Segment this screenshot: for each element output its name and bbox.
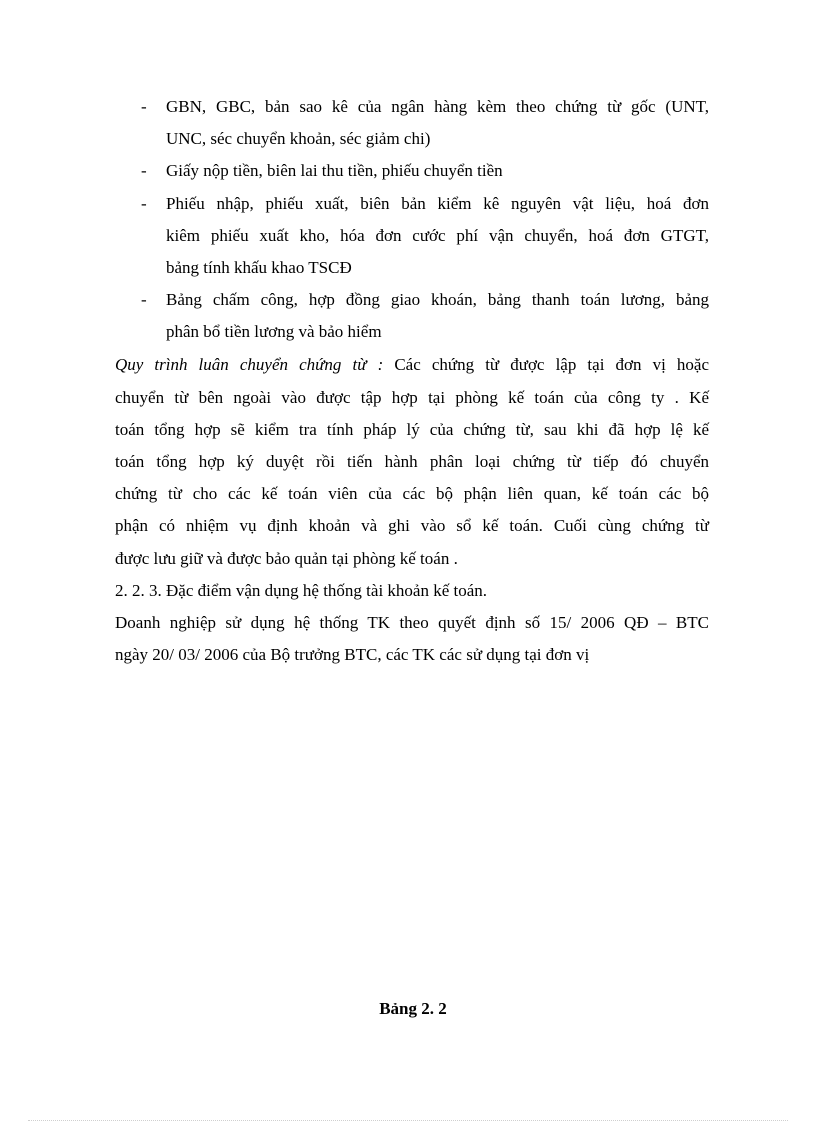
bullet-1-line-2: UNC, séc chuyển khoản, séc giảm chi) (166, 129, 431, 148)
bullet-dash: - (141, 97, 147, 116)
bullet-dash: - (141, 194, 147, 213)
table-caption: Bảng 2. 2 (379, 999, 447, 1018)
account-paragraph-line-1: Doanh nghiệp sử dụng hệ thống TK theo quyết định số 15/ 2006 QĐ – BTC (115, 613, 709, 632)
bullet-3-line-3: bảng tính khấu khao TSCĐ (166, 258, 352, 277)
section-heading: 2. 2. 3. Đặc điểm vận dụng hệ thống tài khoản kế toán. (115, 581, 488, 600)
procedure-line-1 (115, 353, 709, 377)
procedure-line-2: chuyển từ bên ngoài vào được tập hợp tại phòng kế toán của công ty . Kế (115, 388, 709, 407)
procedure-line-3: toán tổng hợp sẽ kiểm tra tính pháp lý của chứng từ, sau khi đã hợp lệ kế (115, 420, 709, 439)
bullet-dash: - (141, 161, 147, 180)
procedure-line-4: toán tổng hợp ký duyệt rồi tiến hành phân loại chứng từ tiếp đó chuyển (115, 452, 709, 471)
bullet-4-line-1: Bảng chấm công, hợp đồng giao khoán, bảng thanh toán lương, bảng (166, 290, 709, 309)
bullet-dash: - (141, 290, 147, 309)
procedure-line-7: được lưu giữ và được bảo quản tại phòng kế toán . (115, 549, 458, 568)
bullet-3-line-2: kiêm phiếu xuất kho, hóa đơn cước phí vận chuyển, hoá đơn GTGT, (166, 226, 709, 245)
page-bottom-rule (28, 1120, 788, 1121)
bullet-3-line-1: Phiếu nhập, phiếu xuất, biên bản kiểm kê nguyên vật liệu, hoá đơn (166, 194, 709, 213)
bullet-2-line-1: Giấy nộp tiền, biên lai thu tiền, phiếu chuyển tiền (166, 161, 503, 180)
procedure-label: Quy trình luân chuyển chứng từ : (115, 355, 384, 374)
bullet-4-line-2: phân bổ tiền lương và bảo hiểm (166, 322, 382, 341)
procedure-line-6: phận có nhiệm vụ định khoản và ghi vào sổ kế toán. Cuối cùng chứng từ (115, 516, 709, 535)
account-paragraph-line-2: ngày 20/ 03/ 2006 của Bộ trưởng BTC, các TK các sử dụng tại đơn vị (115, 645, 590, 664)
procedure-first-line-rest: Các chứng từ được lập tại đơn vị hoặc (383, 355, 709, 374)
procedure-line-5: chứng từ cho các kế toán viên của các bộ phận liên quan, kế toán các bộ (115, 484, 709, 503)
bullet-1-line-1: GBN, GBC, bản sao kê của ngân hàng kèm theo chứng từ gốc (UNT, (166, 97, 709, 116)
